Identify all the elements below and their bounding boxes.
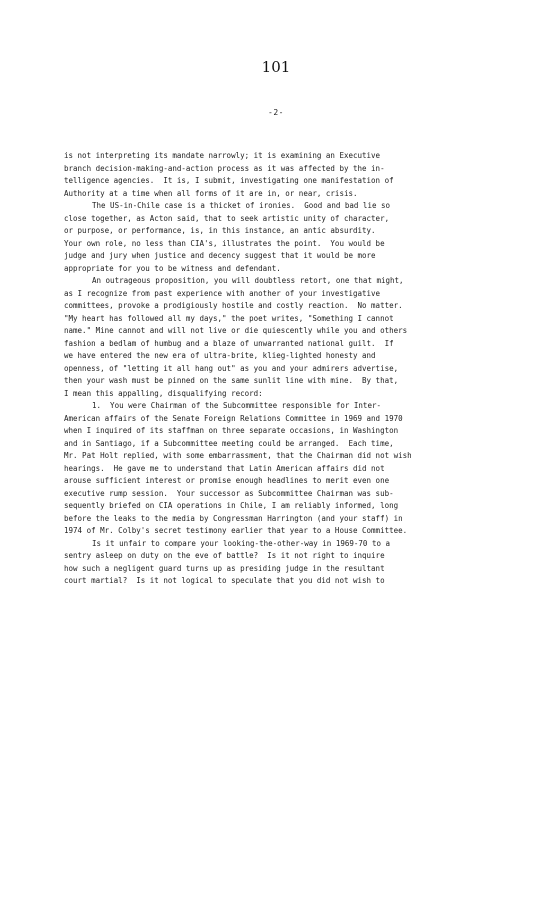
text-line: "My heart has followed all my days," the poet writes, "Something I cannot [64,313,394,323]
text-line: fashion a bedlam of humbug and a blaze of unwarranted national guilt. If [64,338,394,348]
text-line: Is it unfair to compare your looking-the-other-way in 1969-70 to a [92,538,391,548]
text-line: arouse sufficient interest or promise enough headlines to merit even one [64,476,390,485]
text-line: before the leaks to the media by Congressman Harrington (and your staff) in [64,513,403,523]
text-line: as I recognize from past experience with another of your investigative [64,288,381,298]
text-line: close together, as Acton said, that to seek artistic unity of character, [64,213,390,223]
text-line: when I inquired of its staffman on three separate occasions, in Washington [64,426,399,435]
text-line: name." Mine cannot and will not live or die quiescently while you and others [64,326,408,335]
text-line: Authority at a time when all forms of it are in, or near, crisis. [64,188,358,198]
text-line: or purpose, or performance, is, in this instance, an antic absurdity. [64,226,376,235]
text-line: hearings. He gave me to understand that Latin American affairs did not [64,463,385,473]
text-line: Mr. Pat Holt replied, with some embarrassment, that the Chairman did not wish [64,451,412,460]
text-line: branch decision-making-and-action process as it was affected by the in- [64,163,385,173]
text-line: openness, of "letting it all hang out" as you and your admirers advertise, [64,363,399,373]
text-line: I mean this appalling, disqualifying record: [64,388,263,398]
text-line: we have entered the new era of ultra-brite, klieg-lighted honesty and [64,351,376,360]
text-line: Your own role, no less than CIA's, illustrates the point. You would be [64,238,385,248]
text-line: court martial? Is it not logical to speculate that you did not wish to [64,576,385,585]
letter-body [64,150,524,588]
text-line: appropriate for you to be witness and defendant. [64,263,281,273]
text-line: judge and jury when justice and decency suggest that it would be more [64,251,376,260]
text-line: how such a negligent guard turns up as presiding judge in the resultant [64,563,385,573]
text-line: and in Santiago, if a Subcommittee meeting could be arranged. Each time, [64,438,394,448]
text-line: American affairs of the Senate Foreign Relations Committee in 1969 and 1970 [64,413,403,423]
text-line: committees, provoke a prodigiously hostile and costly reaction. No matter. [64,301,403,310]
text-line: The US-in-Chile case is a thicket of ironies. Good and bad lie so [92,201,391,210]
text-line: 1. You were Chairman of the Subcommittee responsible for Inter- [92,401,381,410]
text-line: is not interpreting its mandate narrowly; it is examining an Executive [64,151,381,160]
text-line: sequently briefed on CIA operations in Chile, I am reliably informed, long [64,501,399,510]
text-line: 1974 of Mr. Colby's secret testimony earlier that year to a House Committee. [64,526,408,535]
text-line: An outrageous proposition, you will doubtless retort, one that might, [92,276,404,285]
text-line: executive rump session. Your successor as Subcommittee Chairman was sub- [64,488,394,498]
page-number: 101 [261,58,291,76]
text-line: then your wash must be pinned on the same sunlit line with mine. By that, [64,376,399,385]
text-line: sentry asleep on duty on the eve of battle? Is it not right to inquire [64,551,385,560]
sub-page-number: -2- [268,108,284,117]
text-line: telligence agencies. It is, I submit, investigating one manifestation of [64,176,394,185]
